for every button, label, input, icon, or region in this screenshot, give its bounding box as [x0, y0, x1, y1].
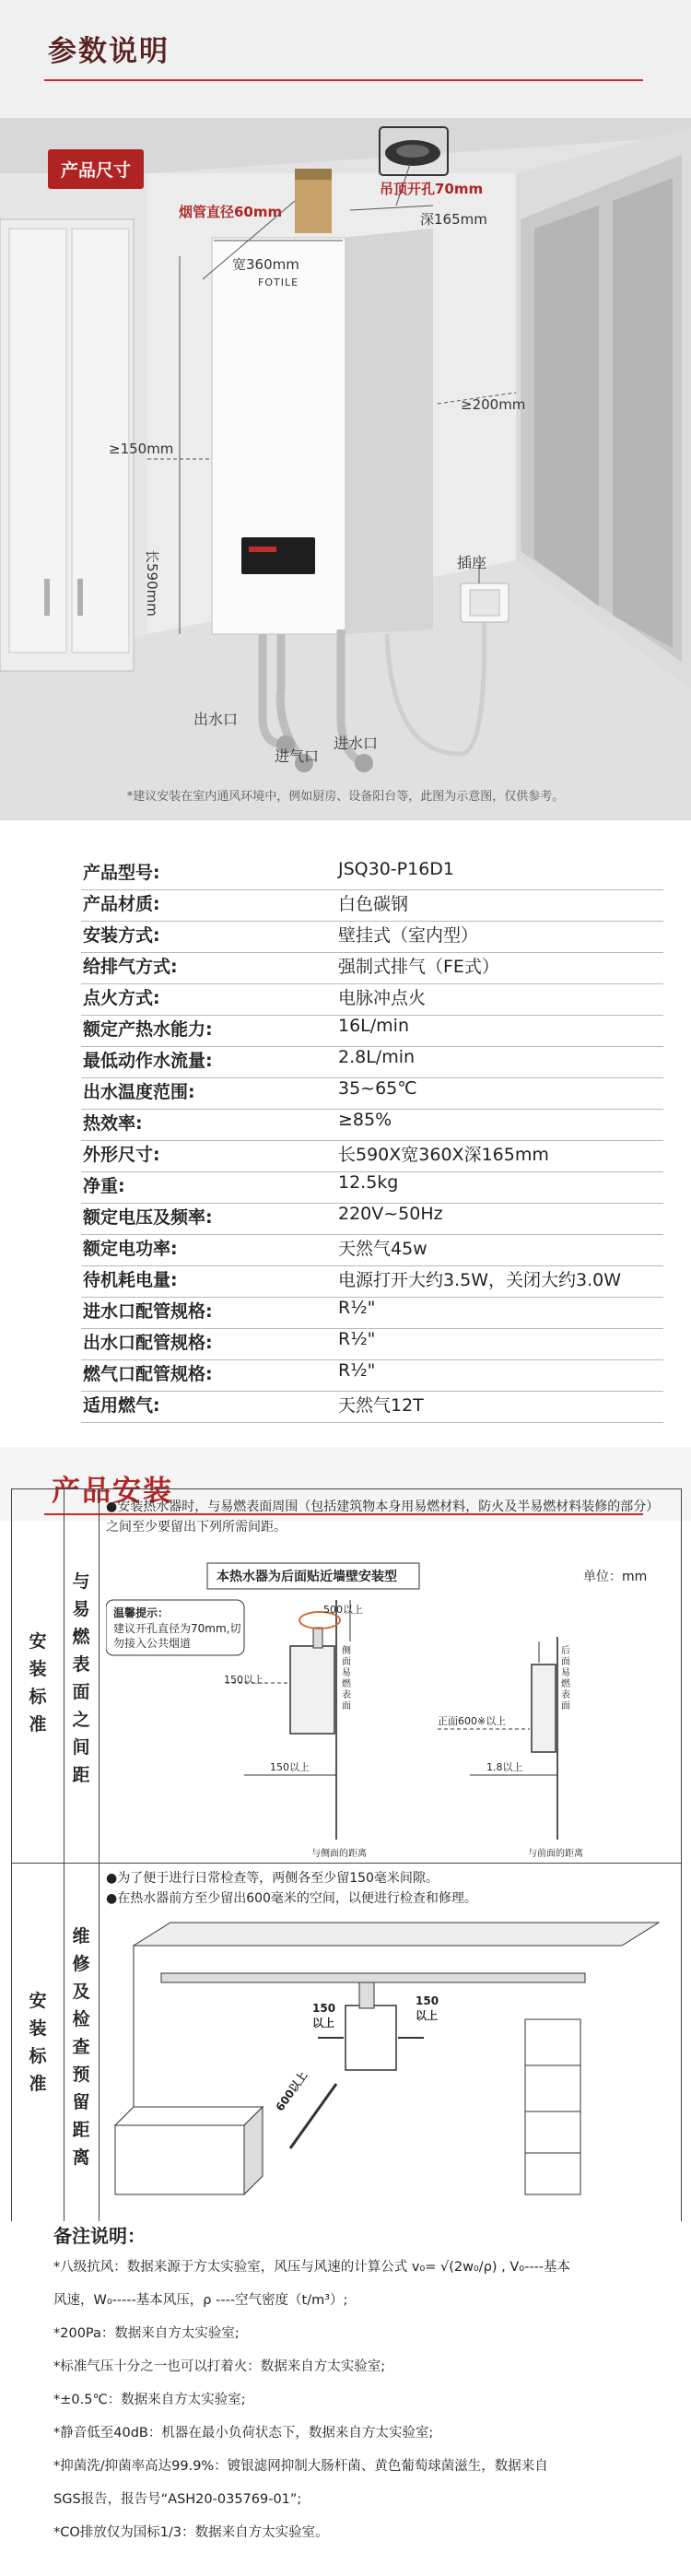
- row2-bullet-2: ●在热水器前方至少留出600毫米的空间，以便进行检查和修理。: [106, 1891, 477, 1906]
- depth-label: 深165mm: [420, 211, 487, 228]
- spec-label: 额定电功率:: [83, 1239, 178, 1259]
- spec-label: 给排气方式:: [83, 957, 178, 977]
- spec-value: 强制式排气（FE式）: [338, 957, 499, 977]
- remarks-section: [0, 2221, 691, 2576]
- socket-label: 插座: [457, 554, 487, 571]
- spec-table: [0, 820, 691, 1447]
- spec-value: 天然气45w: [338, 1239, 427, 1259]
- remark-line: *标准气压十分之一也可以打着火：数据来自方太实验室;: [53, 2359, 386, 2374]
- spec-value: 壁挂式（室内型）: [338, 925, 479, 946]
- back-surface-label: 后面易燃表面: [561, 1646, 570, 1711]
- spec-label: 待机耗电量:: [83, 1270, 178, 1290]
- spec-value: R½": [338, 1298, 376, 1318]
- spec-value: ≥85%: [338, 1110, 392, 1130]
- spec-label: 产品材质:: [83, 894, 160, 914]
- unit-label: 单位：mm: [583, 1570, 648, 1584]
- spec-value: 220V~50Hz: [338, 1204, 443, 1224]
- gas-inlet-label: 进气口: [275, 747, 320, 765]
- spec-row-divider: [81, 1422, 663, 1423]
- flue-diameter-label: 烟管直径60mm: [179, 204, 283, 220]
- spec-value: 35~65℃: [338, 1078, 417, 1099]
- row-divider: [12, 1863, 681, 1864]
- row2-bullet-1: ●为了便于进行日常检查等，两侧各至少留150毫米间隙。: [106, 1871, 439, 1886]
- row1-bullet: ●安装热水器时，与易燃表面周围（包括建筑物本身用易燃材料，防火及半易燃材料装修的部分）之间至少要留出下列所需间距。: [106, 1500, 660, 1535]
- spec-label: 外形尺寸:: [83, 1145, 160, 1165]
- spec-row: [0, 1204, 691, 1235]
- install-table: [11, 1488, 682, 2228]
- spec-value: 16L/min: [338, 1016, 409, 1036]
- spec-label: 适用燃气:: [83, 1395, 160, 1416]
- clearance-18: 1.8以上: [486, 1761, 523, 1773]
- spec-label: 净重:: [83, 1176, 125, 1196]
- spec-row: [0, 1172, 691, 1204]
- spec-value: 电脉冲点火: [338, 988, 427, 1008]
- remark-line: *CO排放仅为国标1/3：数据来自方太实验室。: [53, 2525, 329, 2540]
- row2-mid-label: 维修及检查预留距离: [72, 1926, 90, 2168]
- product-size-badge: 产品尺寸: [48, 149, 144, 189]
- spec-row: [0, 1016, 691, 1047]
- spec-value: JSQ30-P16D1: [338, 859, 455, 879]
- col-1: [12, 1489, 64, 2227]
- spec-label: 额定产热水能力:: [83, 1019, 213, 1040]
- spec-row: [0, 1110, 691, 1141]
- install-title: 产品安装: [52, 1475, 173, 1508]
- water-outlet-label: 出水口: [193, 711, 239, 728]
- width-label: 宽360mm: [232, 256, 299, 273]
- remark-line: *八级抗风：数据来源于方太实验室，风压与风速的计算公式 v₀= √(2w₀/ρ) , V₀----基本: [53, 2260, 571, 2275]
- spec-row: [0, 1078, 691, 1110]
- remark-line: *静音低至40dB：机器在最小负荷状态下，数据来自方太实验室;: [53, 2426, 434, 2441]
- spec-row: [0, 1235, 691, 1266]
- service-150-right: 150以上: [416, 1994, 439, 2022]
- spec-row: [0, 1298, 691, 1329]
- side-surface-label: 侧面易燃表面: [342, 1646, 351, 1711]
- spec-row: [0, 953, 691, 984]
- remark-line: *±0.5℃：数据来自方太实验室;: [53, 2393, 246, 2407]
- brand-text: FOTILE: [258, 276, 299, 288]
- section-title: 参数说明: [48, 35, 170, 68]
- section-divider: [44, 79, 643, 81]
- tip-title: 温馨提示：: [113, 1606, 170, 1619]
- clearance-500: 500以上: [323, 1604, 363, 1616]
- row2-left-label: 安装标准: [29, 1991, 47, 2094]
- clearance-150-left: 150以上: [224, 1674, 264, 1686]
- tip-body: 建议开孔直径为70mm,切勿接入公共烟道: [113, 1622, 241, 1650]
- service-150-left: 150以上: [312, 2002, 336, 2029]
- remarks-title: 备注说明：: [53, 2225, 146, 2247]
- spec-label: 产品型号:: [83, 863, 160, 883]
- spec-row: [0, 1047, 691, 1078]
- spec-label: 最低动作水流量:: [83, 1051, 213, 1071]
- spec-row: [0, 984, 691, 1016]
- spec-label: 出水温度范围:: [83, 1082, 195, 1102]
- right-clearance-label: ≥200mm: [461, 396, 526, 413]
- spec-label: 安装方式:: [83, 925, 160, 946]
- spec-label: 出水口配管规格:: [83, 1333, 213, 1353]
- spec-value: 天然气12T: [338, 1395, 424, 1416]
- spec-row: [0, 1266, 691, 1298]
- left-clearance-label: ≥150mm: [109, 441, 174, 457]
- row1-left-label: 安装标准: [29, 1631, 47, 1735]
- spec-row: [0, 1329, 691, 1360]
- kitchen-scene-illustration: [0, 118, 691, 820]
- spec-value: 白色碳钢: [338, 894, 409, 914]
- spec-label: 点火方式:: [83, 988, 160, 1008]
- spec-label: 燃气口配管规格:: [83, 1364, 213, 1384]
- ceiling-hole-label: 吊顶开孔70mm: [380, 181, 484, 197]
- remark-line: *抑菌洗/抑菌率高达99.9%：镀银滤网抑制大肠杆菌、黄色葡萄球菌滋生，数据来自: [53, 2459, 548, 2474]
- remark-line: *200Pa：数据来自方太实验室;: [53, 2326, 240, 2341]
- water-inlet-label: 进水口: [334, 735, 379, 752]
- spec-label: 进水口配管规格:: [83, 1301, 213, 1322]
- clearance-150-bottom: 150以上: [270, 1761, 310, 1773]
- spec-row: [0, 922, 691, 953]
- remark-line: SGS报告，报告号“ASH20-035769-01”;: [53, 2492, 302, 2507]
- spec-row: [0, 890, 691, 922]
- remark-line: 风速，W₀-----基本风压，ρ ----空气密度（t/m³）;: [53, 2293, 348, 2308]
- spec-value: 电源打开大约3.5W，关闭大约3.0W: [338, 1270, 622, 1290]
- service-clearance-diagram: [106, 1918, 673, 2222]
- front-600-label: 正面600※以上: [438, 1715, 507, 1727]
- spec-row: [0, 1392, 691, 1423]
- spec-value: 长590X宽360X深165mm: [338, 1145, 549, 1165]
- spec-label: 额定电压及频率:: [83, 1207, 213, 1228]
- diagram-footnote: *建议安装在室内通风环境中，例如厨房、设备阳台等，此图为示意图，仅供参考。: [126, 790, 565, 804]
- spec-value: 12.5kg: [338, 1172, 399, 1193]
- clearance-diagram: [106, 1545, 673, 1858]
- caption-front: 与前面的距离: [528, 1849, 583, 1859]
- spec-row: [0, 1360, 691, 1392]
- service-600: 600以上: [273, 2068, 310, 2114]
- spec-value: R½": [338, 1329, 376, 1349]
- spec-label: 热效率:: [83, 1113, 143, 1134]
- dimension-diagram: [0, 118, 691, 820]
- spec-row: [0, 1141, 691, 1172]
- diagram1-title: 本热水器为后面贴近墙壁安装型: [217, 1570, 397, 1584]
- caption-side: 与侧面的距离: [311, 1849, 367, 1859]
- height-label: 长590mm: [144, 549, 160, 617]
- spec-value: R½": [338, 1360, 376, 1381]
- row1-mid-label: 与易燃表面之间距: [72, 1571, 90, 1785]
- spec-row: [0, 859, 691, 890]
- section-header: [0, 0, 691, 118]
- spec-value: 2.8L/min: [338, 1047, 416, 1067]
